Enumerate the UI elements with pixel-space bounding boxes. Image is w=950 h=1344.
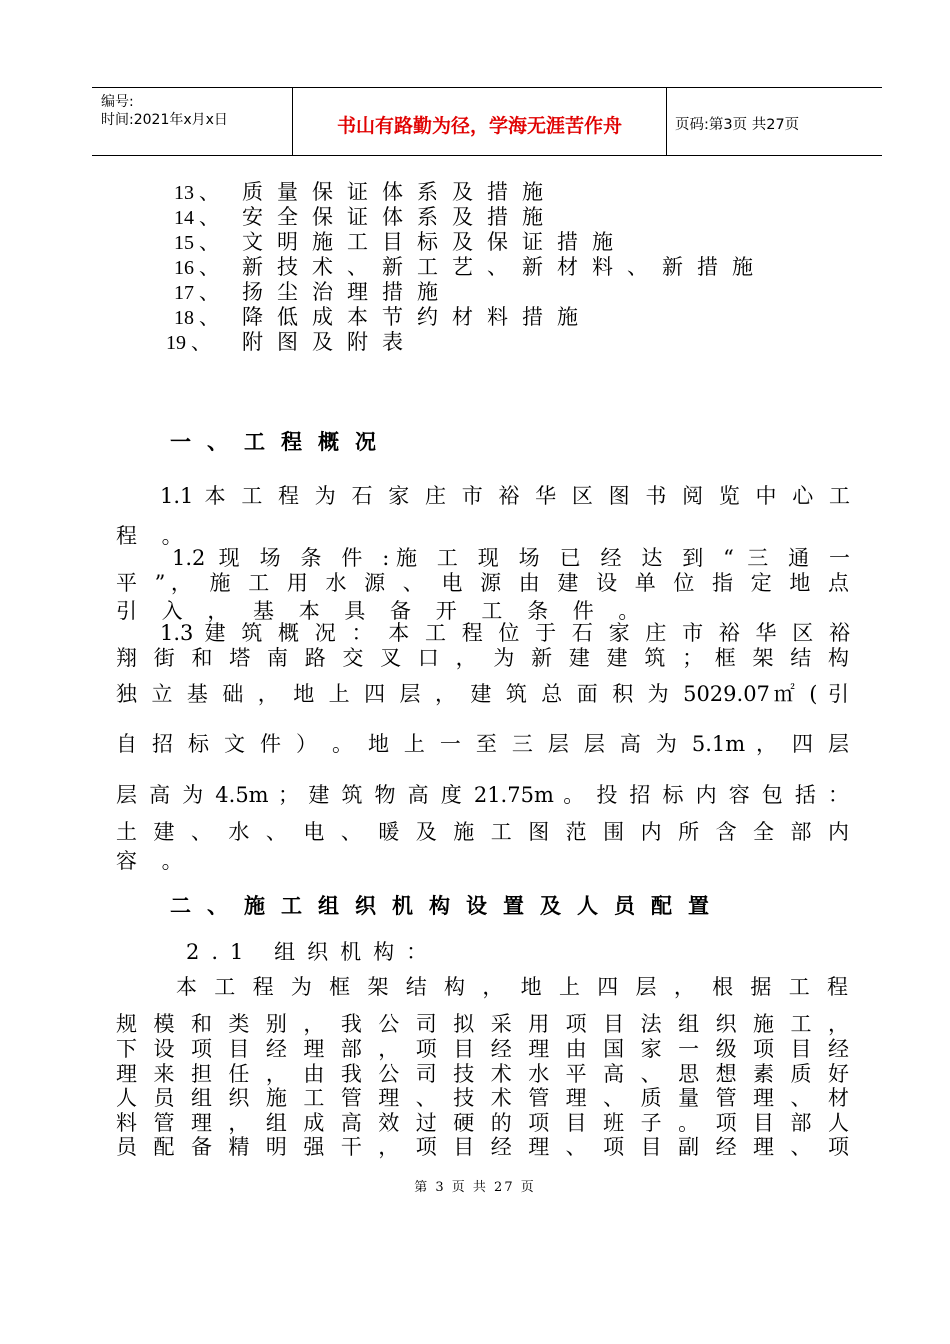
toc-item-number: 19 、 bbox=[166, 332, 211, 354]
toc-item[interactable] bbox=[174, 180, 767, 205]
paragraph-line: 1.2 现 场 条 件 :施 工 现 场 已 经 达 到 “ 三 通 一 bbox=[172, 546, 850, 570]
paragraph-line: 平 ”， 施 工 用 水 源 、 电 源 由 建 设 单 位 指 定 地 点 bbox=[116, 571, 849, 595]
paragraph-line: 自 招 标 文 件 ） 。 地 上 一 至 三 层 层 高 为 5.1m ， 四 层 bbox=[116, 732, 849, 756]
document-number-label: 编号: bbox=[101, 94, 134, 110]
paragraph-line: 规 模 和 类 别 ， 我 公 司 拟 采 用 项 目 法 组 织 施 工 ， bbox=[116, 1012, 849, 1036]
toc-item-title: 文明施工目标及保证措施 bbox=[242, 230, 627, 254]
toc-item[interactable] bbox=[166, 330, 767, 355]
section2-heading: 二、施工组织机构设置及人员配置 bbox=[170, 893, 725, 918]
toc-item-title: 扬尘治理措施 bbox=[242, 280, 452, 304]
paragraph-line: 层 高 为 4.5m ； 建 筑 物 高 度 21.75m 。 投 招 标 内 容 包 括 ： bbox=[116, 783, 849, 807]
paragraph-line: 人 员 组 织 施 工 管 理 、 技 术 管 理 、 质 量 管 理 、 材 bbox=[116, 1086, 849, 1110]
paragraph-line: 独 立 基 础 ， 地 上 四 层 ， 建 筑 总 面 积 为 5029.07㎡ ( 引 bbox=[116, 682, 849, 706]
toc-item-number: 18 、 bbox=[174, 307, 219, 329]
toc-item[interactable] bbox=[174, 255, 767, 280]
toc-item[interactable] bbox=[174, 205, 767, 230]
paragraph-line: 引 入 ， 基 本 具 备 开 工 条 件 。 bbox=[116, 599, 649, 623]
toc-item-title: 质量保证体系及措施 bbox=[242, 180, 557, 204]
header-page-cell bbox=[667, 88, 882, 155]
toc-item[interactable] bbox=[174, 305, 767, 330]
toc-item-number: 14 、 bbox=[174, 207, 219, 229]
header-motto-cell bbox=[293, 88, 667, 155]
toc-item[interactable] bbox=[174, 280, 767, 305]
header-motto: 书山有路勤为径，学海无涯苦作舟 bbox=[336, 115, 622, 137]
toc-item-number: 15 、 bbox=[174, 232, 219, 254]
section1-heading: 一、工程概况 bbox=[170, 429, 392, 454]
document-time-label: 时间:2021年x月x日 bbox=[101, 112, 228, 128]
paragraph-line: 1.3 建 筑 概 况 ： 本 工 程 位 于 石 家 庄 市 裕 华 区 裕 bbox=[160, 621, 850, 645]
paragraph-line: 翔 街 和 塔 南 路 交 叉 口 ， 为 新 建 建 筑 ； 框 架 结 构 bbox=[116, 646, 849, 670]
page-footer: 第 3 页 共 27 页 bbox=[414, 1180, 536, 1195]
toc-item-title: 新技术、新工艺、新材料、新措施 bbox=[242, 255, 767, 279]
paragraph-line: 理 来 担 任 ， 由 我 公 司 技 术 水 平 高 、 思 想 素 质 好 bbox=[116, 1062, 849, 1086]
paragraph-line: 下 设 项 目 经 理 部 ， 项 目 经 理 由 国 家 一 级 项 目 经 bbox=[116, 1037, 849, 1061]
table-of-contents bbox=[166, 180, 767, 355]
paragraph-line: 1.1 本 工 程 为 石 家 庄 市 裕 华 区 图 书 阅 览 中 心 工 bbox=[160, 484, 850, 508]
toc-item-title: 降低成本节约材料措施 bbox=[242, 305, 592, 329]
paragraph-line: 容 。 bbox=[116, 849, 192, 873]
paragraph-line: 员 配 备 精 明 强 干 ， 项 目 经 理 、 项 目 副 经 理 、 项 bbox=[116, 1135, 849, 1159]
toc-item-title: 安全保证体系及措施 bbox=[242, 205, 557, 229]
toc-item-number: 17 、 bbox=[174, 282, 219, 304]
paragraph-line: 本 工 程 为 框 架 结 构 ， 地 上 四 层 ， 根 据 工 程 bbox=[176, 975, 848, 999]
header-page-code: 页码:第3页 共27页 bbox=[675, 117, 800, 133]
paragraph-line: 料 管 理 ， 组 成 高 效 过 硬 的 项 目 班 子 。 项 目 部 人 bbox=[116, 1111, 849, 1135]
page-header bbox=[92, 87, 882, 156]
toc-item[interactable] bbox=[174, 230, 767, 255]
paragraph-line: 土 建 、 水 、 电 、 暖 及 施 工 图 范 围 内 所 含 全 部 内 bbox=[116, 820, 849, 844]
toc-item-title: 附图及附表 bbox=[242, 330, 417, 354]
paragraph-line: 程 。 bbox=[116, 524, 192, 548]
toc-item-number: 16 、 bbox=[174, 257, 219, 279]
toc-item-number: 13 、 bbox=[174, 182, 219, 204]
header-meta-cell bbox=[92, 88, 293, 155]
section2-subheading: 2.1 组织机构： bbox=[186, 940, 440, 964]
